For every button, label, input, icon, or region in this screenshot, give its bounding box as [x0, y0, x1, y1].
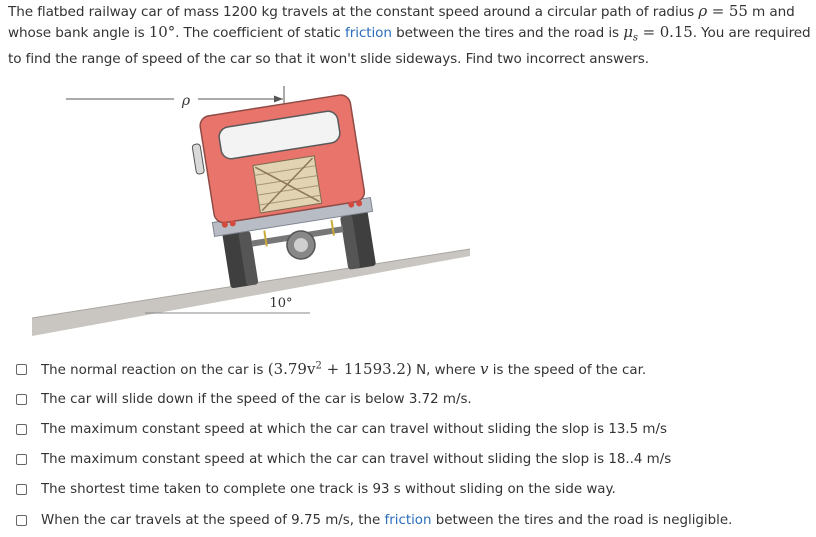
q-part-1: The flatbed railway car of mass 1200 kg travels at the constant speed around a circular path of radius [8, 4, 699, 20]
mu-subscript: s [632, 32, 638, 44]
option-math: (3.79v [267, 360, 316, 379]
option-checkbox[interactable] [16, 424, 27, 435]
answer-option-3[interactable] [12, 414, 812, 444]
answer-option-6[interactable] [12, 505, 812, 535]
option-var: v [480, 360, 489, 379]
option-label: The maximum constant speed at which the car can travel without sliding the slop is 13.5 m/s [41, 421, 667, 437]
rho-label: ρ [181, 93, 191, 109]
option-checkbox[interactable] [16, 454, 27, 465]
friction-link[interactable]: friction [384, 512, 432, 528]
rho-symbol: ρ [698, 2, 708, 20]
question-text [8, 1, 814, 69]
option-checkbox[interactable] [16, 484, 27, 495]
radius-value: = 55 [707, 2, 748, 20]
option-text-part: The normal reaction on the car is [41, 363, 268, 379]
option-text-part: N, where [411, 363, 480, 379]
option-label [41, 360, 646, 378]
option-text-part: is the speed of the car. [488, 363, 647, 379]
railway-car [188, 93, 381, 291]
option-checkbox[interactable] [16, 394, 27, 405]
q-part-3: . The coefficient of static [175, 25, 346, 41]
option-label: The car will slide down if the speed of the car is below 3.72 m/s. [41, 391, 472, 407]
angle-label: 10° [269, 296, 293, 311]
q-part-4: between the tires and the road is [391, 25, 624, 41]
option-text-part: between the tires and the road is negligible. [431, 512, 733, 528]
option-label [41, 513, 732, 528]
option-checkbox[interactable] [16, 515, 27, 526]
answer-option-5[interactable] [12, 475, 812, 505]
answer-options [12, 354, 812, 535]
mu-symbol: μ [623, 23, 633, 41]
bank-angle: 10° [148, 23, 176, 41]
option-text-part: When the car travels at the speed of 9.75 m/s, the [41, 512, 385, 528]
q-part-2: m and whose bank angle is [8, 4, 795, 41]
q-part-5: . You are required to find the range of speed of the car so that it won't slide sideways. Find two incorrect answers. [8, 25, 811, 67]
option-math-sup: 2 [315, 360, 322, 372]
mu-value: = 0.15 [637, 23, 693, 41]
option-checkbox[interactable] [16, 364, 27, 375]
friction-link[interactable]: friction [345, 25, 392, 41]
answer-option-4[interactable] [12, 445, 812, 475]
option-label: The shortest time taken to complete one track is 93 s without sliding on the side way. [41, 482, 616, 498]
side-mirror [192, 144, 205, 175]
option-math-2: + 11593.2) [321, 360, 412, 379]
banked-car-figure [0, 74, 470, 349]
answer-option-2[interactable] [12, 384, 812, 414]
answer-option-1[interactable] [12, 354, 812, 384]
option-label: The maximum constant speed at which the car can travel without sliding the slop is 18..4 m/s [41, 452, 672, 468]
